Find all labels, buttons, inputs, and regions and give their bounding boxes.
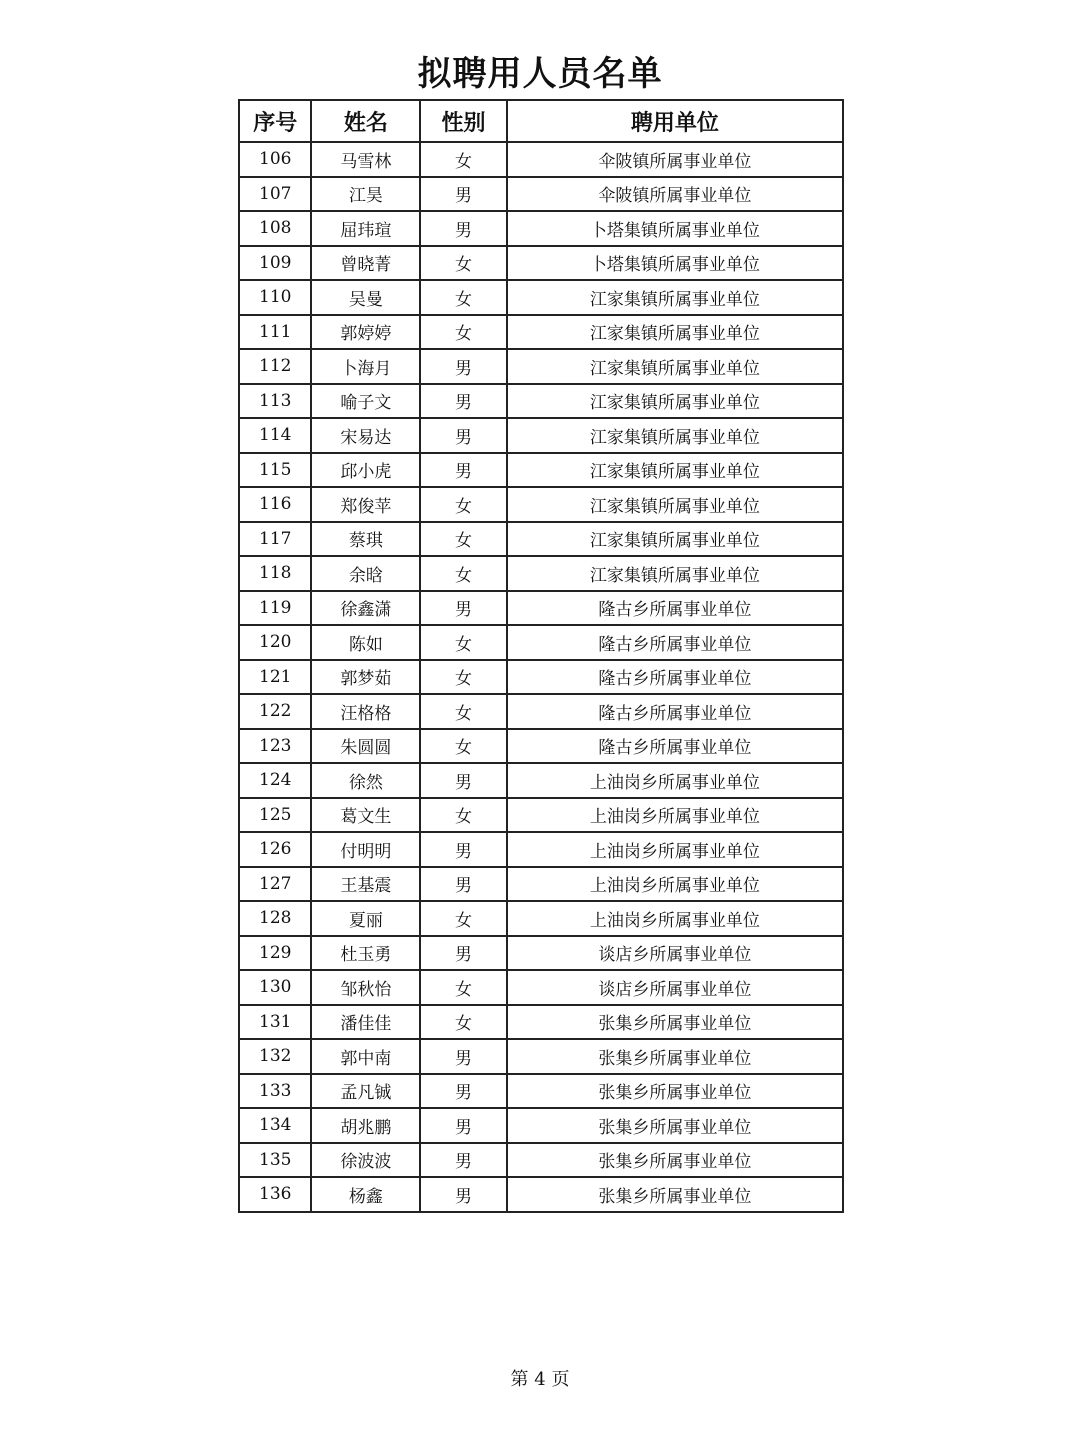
table-row: [239, 798, 843, 833]
cell-name: 杨鑫: [311, 1177, 420, 1212]
table-row: [239, 556, 843, 591]
header-gender: 性别: [420, 100, 507, 142]
table-row: [239, 625, 843, 660]
cell-serial-number: 131: [239, 1005, 311, 1040]
cell-gender: 男: [420, 177, 507, 212]
table-row: [239, 867, 843, 902]
cell-name: 杜玉勇: [311, 936, 420, 971]
cell-hiring-unit: 卜塔集镇所属事业单位: [507, 246, 843, 281]
cell-gender: 男: [420, 1177, 507, 1212]
table-row: [239, 453, 843, 488]
cell-name: 蔡琪: [311, 522, 420, 557]
cell-serial-number: 121: [239, 660, 311, 695]
cell-hiring-unit: 江家集镇所属事业单位: [507, 384, 843, 419]
cell-gender: 女: [420, 729, 507, 764]
cell-name: 徐鑫潇: [311, 591, 420, 626]
table-row: [239, 729, 843, 764]
cell-name: 余晗: [311, 556, 420, 591]
cell-hiring-unit: 江家集镇所属事业单位: [507, 349, 843, 384]
cell-gender: 女: [420, 901, 507, 936]
cell-name: 夏丽: [311, 901, 420, 936]
table-row: [239, 832, 843, 867]
cell-serial-number: 107: [239, 177, 311, 212]
table-row: [239, 522, 843, 557]
table-row: [239, 384, 843, 419]
header-serial-number: 序号: [239, 100, 311, 142]
cell-hiring-unit: 张集乡所属事业单位: [507, 1143, 843, 1178]
cell-gender: 女: [420, 522, 507, 557]
cell-gender: 男: [420, 763, 507, 798]
cell-hiring-unit: 隆古乡所属事业单位: [507, 729, 843, 764]
table-row: [239, 970, 843, 1005]
table-row: [239, 487, 843, 522]
cell-hiring-unit: 张集乡所属事业单位: [507, 1108, 843, 1143]
cell-gender: 男: [420, 418, 507, 453]
cell-name: 胡兆鹏: [311, 1108, 420, 1143]
cell-hiring-unit: 张集乡所属事业单位: [507, 1177, 843, 1212]
table-row: [239, 936, 843, 971]
cell-gender: 男: [420, 1039, 507, 1074]
cell-serial-number: 106: [239, 142, 311, 177]
personnel-table: [238, 99, 844, 1213]
cell-hiring-unit: 隆古乡所属事业单位: [507, 625, 843, 660]
table-row: [239, 142, 843, 177]
cell-gender: 男: [420, 1143, 507, 1178]
header-name: 姓名: [311, 100, 420, 142]
cell-hiring-unit: 谈店乡所属事业单位: [507, 970, 843, 1005]
cell-name: 宋易达: [311, 418, 420, 453]
cell-serial-number: 135: [239, 1143, 311, 1178]
cell-gender: 男: [420, 211, 507, 246]
cell-name: 喻子文: [311, 384, 420, 419]
cell-name: 吴曼: [311, 280, 420, 315]
cell-hiring-unit: 江家集镇所属事业单位: [507, 487, 843, 522]
cell-hiring-unit: 江家集镇所属事业单位: [507, 280, 843, 315]
cell-hiring-unit: 隆古乡所属事业单位: [507, 660, 843, 695]
cell-name: 郭梦茹: [311, 660, 420, 695]
cell-gender: 男: [420, 1108, 507, 1143]
table-row: [239, 901, 843, 936]
cell-serial-number: 115: [239, 453, 311, 488]
cell-serial-number: 118: [239, 556, 311, 591]
cell-name: 江昊: [311, 177, 420, 212]
cell-name: 汪格格: [311, 694, 420, 729]
cell-hiring-unit: 上油岗乡所属事业单位: [507, 867, 843, 902]
header-row: [239, 100, 843, 142]
cell-name: 付明明: [311, 832, 420, 867]
cell-name: 屈玮瑄: [311, 211, 420, 246]
table-row: [239, 1039, 843, 1074]
cell-serial-number: 113: [239, 384, 311, 419]
cell-gender: 男: [420, 384, 507, 419]
cell-serial-number: 123: [239, 729, 311, 764]
cell-hiring-unit: 张集乡所属事业单位: [507, 1005, 843, 1040]
table-row: [239, 211, 843, 246]
cell-gender: 男: [420, 1074, 507, 1109]
table-row: [239, 418, 843, 453]
cell-gender: 女: [420, 556, 507, 591]
cell-hiring-unit: 江家集镇所属事业单位: [507, 418, 843, 453]
table-row: [239, 694, 843, 729]
cell-hiring-unit: 伞陂镇所属事业单位: [507, 177, 843, 212]
cell-name: 马雪林: [311, 142, 420, 177]
cell-gender: 女: [420, 798, 507, 833]
cell-gender: 女: [420, 625, 507, 660]
cell-serial-number: 119: [239, 591, 311, 626]
cell-gender: 男: [420, 936, 507, 971]
cell-serial-number: 136: [239, 1177, 311, 1212]
cell-serial-number: 130: [239, 970, 311, 1005]
cell-serial-number: 109: [239, 246, 311, 281]
cell-hiring-unit: 上油岗乡所属事业单位: [507, 798, 843, 833]
cell-gender: 男: [420, 453, 507, 488]
cell-serial-number: 110: [239, 280, 311, 315]
cell-name: 卜海月: [311, 349, 420, 384]
cell-gender: 女: [420, 970, 507, 1005]
cell-serial-number: 122: [239, 694, 311, 729]
cell-name: 邹秋怡: [311, 970, 420, 1005]
cell-name: 陈如: [311, 625, 420, 660]
cell-serial-number: 112: [239, 349, 311, 384]
cell-serial-number: 134: [239, 1108, 311, 1143]
table-row: [239, 1005, 843, 1040]
cell-serial-number: 114: [239, 418, 311, 453]
cell-name: 郭中南: [311, 1039, 420, 1074]
cell-serial-number: 111: [239, 315, 311, 350]
cell-gender: 女: [420, 246, 507, 281]
cell-hiring-unit: 上油岗乡所属事业单位: [507, 832, 843, 867]
cell-serial-number: 129: [239, 936, 311, 971]
cell-serial-number: 128: [239, 901, 311, 936]
table-row: [239, 1177, 843, 1212]
cell-serial-number: 132: [239, 1039, 311, 1074]
cell-gender: 女: [420, 487, 507, 522]
cell-hiring-unit: 江家集镇所属事业单位: [507, 453, 843, 488]
cell-serial-number: 125: [239, 798, 311, 833]
table-row: [239, 280, 843, 315]
cell-gender: 男: [420, 349, 507, 384]
cell-gender: 女: [420, 694, 507, 729]
table-row: [239, 177, 843, 212]
table-row: [239, 763, 843, 798]
cell-hiring-unit: 隆古乡所属事业单位: [507, 591, 843, 626]
cell-serial-number: 124: [239, 763, 311, 798]
cell-name: 潘佳佳: [311, 1005, 420, 1040]
cell-hiring-unit: 张集乡所属事业单位: [507, 1039, 843, 1074]
cell-gender: 女: [420, 660, 507, 695]
cell-hiring-unit: 卜塔集镇所属事业单位: [507, 211, 843, 246]
cell-name: 徐然: [311, 763, 420, 798]
cell-hiring-unit: 张集乡所属事业单位: [507, 1074, 843, 1109]
cell-name: 郑俊苹: [311, 487, 420, 522]
cell-gender: 女: [420, 142, 507, 177]
cell-gender: 女: [420, 280, 507, 315]
table-row: [239, 1143, 843, 1178]
table-body: [239, 142, 843, 1212]
cell-gender: 男: [420, 591, 507, 626]
cell-serial-number: 133: [239, 1074, 311, 1109]
cell-serial-number: 108: [239, 211, 311, 246]
cell-name: 徐波波: [311, 1143, 420, 1178]
cell-hiring-unit: 江家集镇所属事业单位: [507, 522, 843, 557]
table-row: [239, 1108, 843, 1143]
page-number: 第 4 页: [510, 1369, 570, 1390]
cell-name: 孟凡铖: [311, 1074, 420, 1109]
cell-hiring-unit: 上油岗乡所属事业单位: [507, 763, 843, 798]
cell-name: 曾晓菁: [311, 246, 420, 281]
cell-name: 郭婷婷: [311, 315, 420, 350]
table-row: [239, 349, 843, 384]
table-row: [239, 315, 843, 350]
cell-serial-number: 120: [239, 625, 311, 660]
cell-gender: 女: [420, 1005, 507, 1040]
cell-serial-number: 126: [239, 832, 311, 867]
cell-name: 王基震: [311, 867, 420, 902]
cell-name: 邱小虎: [311, 453, 420, 488]
cell-hiring-unit: 伞陂镇所属事业单位: [507, 142, 843, 177]
cell-hiring-unit: 谈店乡所属事业单位: [507, 936, 843, 971]
page-title: 拟聘用人员名单: [417, 54, 663, 94]
table-row: [239, 591, 843, 626]
cell-gender: 男: [420, 832, 507, 867]
cell-hiring-unit: 隆古乡所属事业单位: [507, 694, 843, 729]
cell-serial-number: 127: [239, 867, 311, 902]
cell-hiring-unit: 上油岗乡所属事业单位: [507, 901, 843, 936]
table-header: [239, 100, 843, 142]
cell-name: 葛文生: [311, 798, 420, 833]
table-row: [239, 1074, 843, 1109]
table-row: [239, 660, 843, 695]
cell-serial-number: 116: [239, 487, 311, 522]
cell-gender: 女: [420, 315, 507, 350]
cell-hiring-unit: 江家集镇所属事业单位: [507, 556, 843, 591]
header-hiring-unit: 聘用单位: [507, 100, 843, 142]
cell-hiring-unit: 江家集镇所属事业单位: [507, 315, 843, 350]
table-row: [239, 246, 843, 281]
cell-serial-number: 117: [239, 522, 311, 557]
cell-gender: 男: [420, 867, 507, 902]
cell-name: 朱圆圆: [311, 729, 420, 764]
